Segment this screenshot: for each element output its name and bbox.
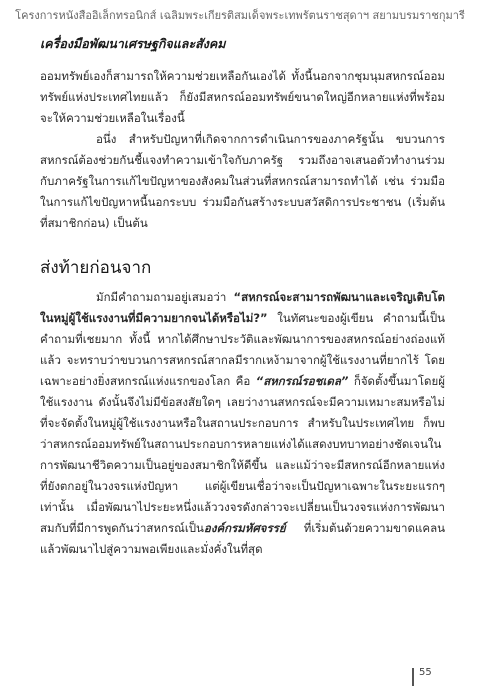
p3-miracle-org-bold: องค์กรมหัศจรรย์ xyxy=(203,521,286,535)
page-content xyxy=(40,34,445,560)
p3-rochdale-bold: “สหกรณ์รอชเดล” xyxy=(255,374,349,388)
p3-text-g: ที่เริ่มต้นด้วยความขาดแคลน แล้วพัฒนาไปสู่ความพอเพียงและมั่งคั่งในที่สุด xyxy=(40,521,445,556)
page-number: 55 xyxy=(419,667,432,678)
section-title: เครื่องมือพัฒนาเศรษฐกิจและสังคม xyxy=(40,36,226,51)
paragraph-2: อนึ่ง สำหรับปัญหาที่เกิดจากการดำเนินการของภาครัฐนั้น ขบวนการสหกรณ์ต้องช่วยกันชี้แจงทำความเข้าใจกับภาครัฐ รวมถึงอาจเสนอตัวทำงานร่วมกับภาครัฐในการแก้ไขปัญหาของสังคมในส่วนที่สหกรณ์สามารถทำได้ เช่น ร่วมมือในการแก้ไขปัญหาหนี้นอกระบบ ร่วมมือกันสร้างระบบสวัสดิการประชาชน (เริ่มต้นที่สมาชิกก่อน) เป็นต้น xyxy=(40,132,445,230)
running-header: โครงการหนังสืออิเล็กทรอนิกส์ เฉลิมพระเกียรติสมเด็จพระเทพรัตนราชสุดาฯ สยามบรมราชกุมารี xyxy=(15,9,465,22)
page-number-rule xyxy=(412,668,414,686)
p3-text-c: ในทัศนะของผู้เขียน คำถามนี้เป็นคำถามที่เชยมาก ทั้งนี้ หากได้ศึกษาประวัติและพัฒนาการของสหกรณ์อย่างถ่องแท้แล้ว จะทราบว่าขบวนการสหกรณ์สากลมีรากเหง้ามาจากผู้ใช้แรงงานที่ยากไร้ โดยเฉพาะอย่างยิ่งสหกรณ์แห่งแรกของโลก คือ xyxy=(40,311,445,388)
paragraph-1: ออมทรัพย์เองก็สามารถให้ความช่วยเหลือกันเองได้ ทั้งนี้นอกจากชุมนุมสหกรณ์ออมทรัพย์แห่งประเทศไทยแล้ว ก็ยังมีสหกรณ์ออมทรัพย์ขนาดใหญ่อีกหลายแห่งที่พร้อมจะให้ความช่วยเหลือในเรื่องนี้ xyxy=(40,69,445,125)
p3-text-a: มักมีคำถามถามอยู่เสมอว่า xyxy=(96,290,234,304)
p3-text-e: ก็จัดตั้งขึ้นมาโดยผู้ใช้แรงงาน ดังนั้นจึงไม่มีข้อสงสัยใดๆ เลยว่างานสหกรณ์จะมีความเหมาะสมหรือไม่ที่จะจัดตั้งในหมู่ผู้ใช้แรงงานหรือในสถานประกอบการ สำหรับในประเทศไทย ก็พบว่าสหกรณ์ออมทรัพย์ในสถานประกอบการหลายแห่งได้แสดงบทบาทอย่างชัดเจนในการพัฒนาชีวิตความเป็นอยู่ของสมาชิกให้ดีขึ้น และแม้ว่าจะมีสหกรณ์อีกหลายแห่งที่ยังตกอยู่ในวงจรแห่งปัญหา แต่ผู้เขียนเชื่อว่าจะเป็นปัญหาเฉพาะในระยะแรกๆ เท่านั้น เมื่อพัฒนาไประยะหนึ่งแล้ววงจรดังกล่าวจะเปลี่ยนเป็นวงจรแห่งการพัฒนา สมกับที่มีการพูดกันว่าสหกรณ์เป็น xyxy=(40,374,445,535)
p3-quote-bold: “สหกรณ์จะสามารถพัฒนาและเจริญเติบโตในหมู่ผู้ใช้แรงงานที่มีความยากจนได้หรือไม่?” xyxy=(40,290,445,325)
paragraph-3 xyxy=(40,287,445,560)
section-heading: ส่งท้ายก่อนจาก xyxy=(40,258,152,278)
